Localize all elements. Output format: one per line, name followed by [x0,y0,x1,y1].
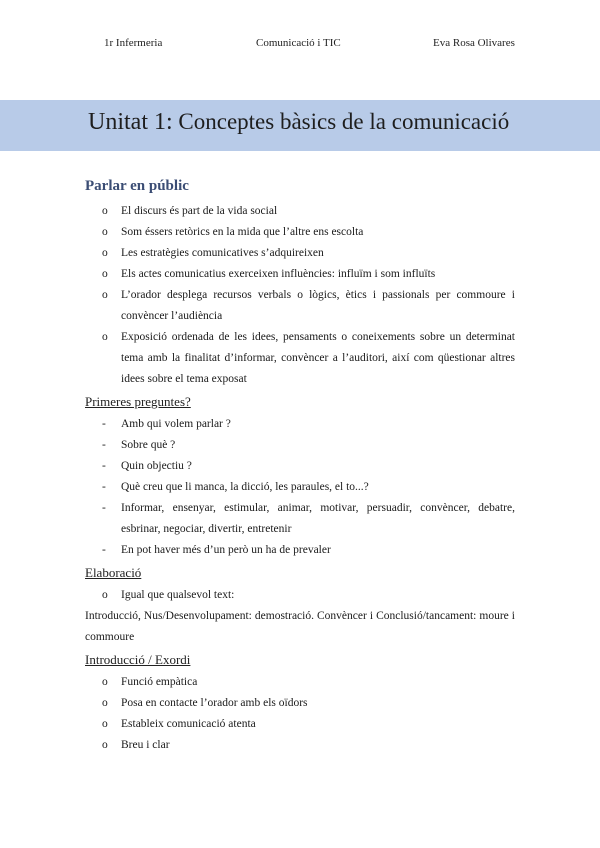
list-item: - Amb qui volem parlar ? [85,414,515,435]
list-item: - Quin objectiu ? [85,456,515,477]
circle-bullet-icon: o [102,589,108,601]
circle-bullet-icon: o [102,289,108,301]
document-body [85,178,515,756]
header-course: 1r Infermeria [104,37,163,49]
circle-bullet-icon: o [102,268,108,280]
questions-heading: Primeres preguntes? [85,394,191,409]
list-item: - Què creu que li manca, la dicció, les paraules, el to...? [85,477,515,498]
dash-bullet-icon: - [102,439,106,451]
circle-bullet-icon: o [102,331,108,343]
list-item: o Els actes comunicatius exerceixen influències: influïm i som influïts [85,264,515,285]
list-item: o Exposició ordenada de les idees, pensaments o coneixements sobre un determinat tema amb la finalitat d’informar, convèncer a l’auditori, així com qüestionar altres idees sobre el tema exposat [85,327,515,390]
speaking-list [85,201,515,390]
unit-title: Conceptes bàsics de la comunicació [178,109,510,134]
dash-bullet-icon: - [102,460,106,472]
list-item: o Breu i clar [85,735,515,756]
dash-bullet-icon: - [102,544,106,556]
dash-bullet-icon: - [102,502,106,514]
list-item: o Posa en contacte l’orador amb els oïdors [85,693,515,714]
circle-bullet-icon: o [102,676,108,688]
circle-bullet-icon: o [102,739,108,751]
list-item: o Igual que qualsevol text: [85,585,515,606]
elaboration-list [85,585,515,606]
circle-bullet-icon: o [102,205,108,217]
header-subject: Comunicació i TIC [256,37,341,49]
intro-heading: Introducció / Exordi [85,652,191,667]
dash-bullet-icon: - [102,481,106,493]
page-title [88,109,509,136]
list-item: o L’orador desplega recursos verbals o lògics, ètics i passionals per commoure i convèncer l’audiència [85,285,515,327]
circle-bullet-icon: o [102,247,108,259]
unit-number: Unitat 1: [88,109,173,135]
list-item: o Som éssers retòrics en la mida que l’altre ens escolta [85,222,515,243]
list-item: o El discurs és part de la vida social [85,201,515,222]
title-banner [0,100,600,151]
list-item: o Estableix comunicació atenta [85,714,515,735]
elaboration-text: Introducció, Nus/Desenvolupament: demostració. Convèncer i Conclusió/tancament: moure i commoure [85,610,515,643]
list-item: o Les estratègies comunicatives s’adquireixen [85,243,515,264]
header-author: Eva Rosa Olivares [433,37,515,49]
intro-list [85,672,515,756]
list-item: - Sobre què ? [85,435,515,456]
dash-bullet-icon: - [102,418,106,430]
list-item: - En pot haver més d’un però un ha de prevaler [85,540,515,561]
circle-bullet-icon: o [102,697,108,709]
list-item: o Funció empàtica [85,672,515,693]
section-heading: Parlar en públic [85,178,189,194]
circle-bullet-icon: o [102,718,108,730]
elaboration-heading: Elaboració [85,565,142,580]
questions-list [85,414,515,561]
list-item: - Informar, ensenyar, estimular, animar, motivar, persuadir, convèncer, debatre, esbrinar, negociar, divertir, entretenir [85,498,515,540]
circle-bullet-icon: o [102,226,108,238]
